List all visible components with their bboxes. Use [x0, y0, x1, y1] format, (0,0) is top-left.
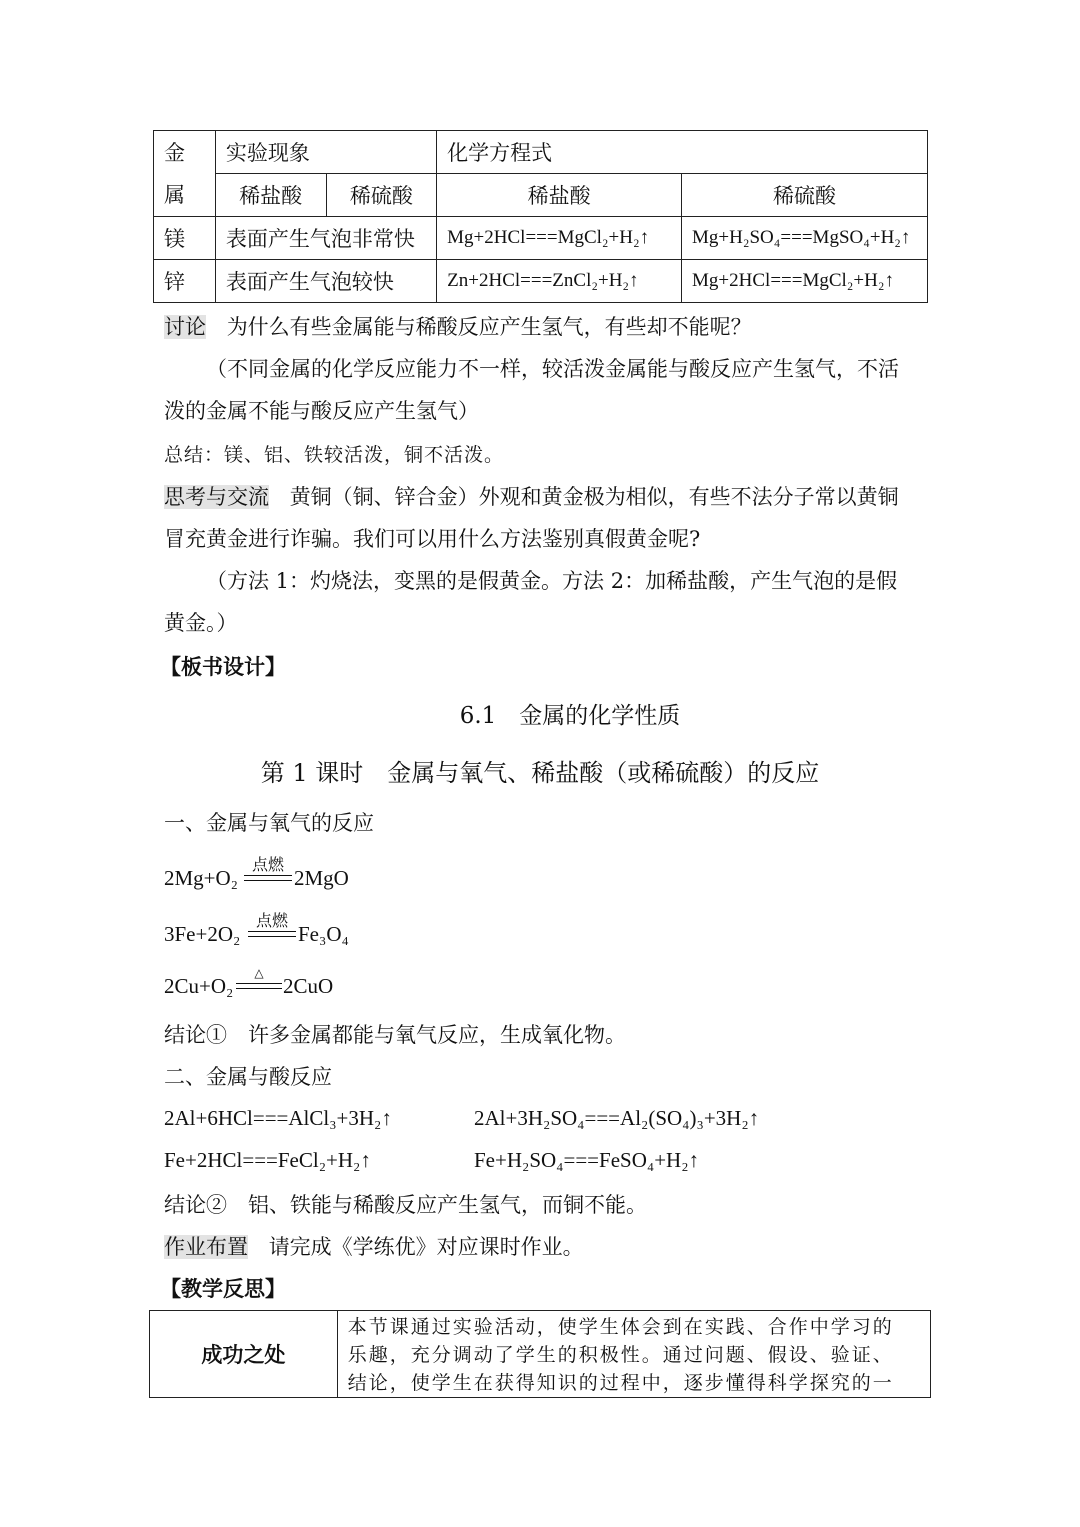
discussion-answer-line1: （不同金属的化学反应能力不一样，较活泼金属能与酸反应产生氢气，不活 [206, 357, 899, 381]
equation-h2so4-cell: Mg+H₂SO₄===MgSO₄+H₂↑ [682, 217, 928, 260]
conclusion2: 结论② 铝、铁能与稀酸反应产生氢气，而铜不能。 [164, 1193, 647, 1217]
eq3-right: 2CuO [283, 974, 334, 998]
reflection-content-cell [337, 1311, 930, 1398]
discussion-answer-line2: 泼的金属不能与酸反应产生氢气） [164, 399, 479, 423]
eq6: Fe+2HCl===FeCl₂+H₂↑ [164, 1148, 371, 1172]
eq2-condition: 点燃 [255, 911, 288, 930]
header-metal [154, 131, 216, 217]
table-row [154, 260, 928, 303]
subheader-h2so4: 稀硫酸 [326, 174, 437, 217]
conclusion1: 结论① 许多金属都能与氧气反应，生成氧化物。 [164, 1023, 626, 1047]
table-row [150, 1311, 931, 1398]
metal-cell: 镁 [154, 217, 216, 260]
homework-text: 请完成《学练优》对应课时作业。 [268, 1235, 584, 1259]
subheader-hcl: 稀盐酸 [215, 174, 326, 217]
equation-hcl-cell: Mg+2HCl===MgCl₂+H₂↑ [437, 217, 682, 260]
phenomenon-cell: 表面产生气泡非常快 [215, 217, 436, 260]
reflection-heading: 【教学反思】 [160, 1276, 286, 1301]
eq3-equals [236, 983, 282, 989]
equation-h2so4-cell: Mg+2HCl===MgCl₂+H₂↑ [682, 260, 928, 303]
think-text1: 黄铜（铜、锌合金）外观和黄金极为相似，有些不法分子常以黄铜 [289, 485, 899, 509]
reflection-table [149, 1310, 931, 1398]
reflection-line1: 本节课通过实验活动，使学生体会到在实践、合作中学习的 [347, 1316, 894, 1338]
eq1-right: 2MgO [294, 866, 349, 890]
phenomenon-cell: 表面产生气泡较快 [215, 260, 436, 303]
header-metal-char2: 属 [164, 182, 185, 207]
reaction-table [153, 130, 928, 303]
table-row [154, 217, 928, 260]
homework-line [164, 1232, 584, 1262]
homework-label: 作业布置 [164, 1235, 248, 1259]
table-header-row [154, 131, 928, 174]
subheader-eq-hcl: 稀盐酸 [437, 174, 682, 217]
think-line1 [164, 482, 899, 512]
section1-heading: 一、金属与氧气的反应 [164, 811, 374, 835]
eq7: Fe+H₂SO₄===FeSO₄+H₂↑ [474, 1148, 700, 1172]
header-phenomenon: 实验现象 [215, 131, 436, 174]
subheader-eq-h2so4: 稀硫酸 [682, 174, 928, 217]
summary-text: 总结：镁、铝、铁较活泼，铜不活泼。 [164, 444, 505, 466]
eq1-equals [244, 875, 292, 881]
metal-cell: 锌 [154, 260, 216, 303]
eq3-left: 2Cu+O₂ [164, 974, 234, 998]
eq1-left: 2Mg+O₂ [164, 866, 239, 890]
board-subtitle: 第 1 课时 金属与氧气、稀盐酸（或稀硫酸）的反应 [260, 759, 820, 787]
reflection-line2: 乐趣，充分调动了学生的积极性。通过问题、假设、验证、 [347, 1344, 894, 1366]
header-equation: 化学方程式 [437, 131, 928, 174]
board-title: 6.1 金属的化学性质 [459, 703, 681, 729]
reflection-label-cell: 成功之处 [150, 1311, 338, 1398]
eq2-equals [248, 931, 296, 937]
board-heading: 【板书设计】 [160, 654, 286, 679]
eq4: 2Al+6HCl===AlCl₃+3H₂↑ [164, 1106, 392, 1130]
discussion-line [164, 312, 752, 342]
think-line2: 冒充黄金进行诈骗。我们可以用什么方法鉴别真假黄金呢? [164, 527, 701, 551]
discussion-question: 为什么有些金属能与稀酸反应产生氢气，有些却不能呢？ [226, 315, 752, 339]
think-line3: （方法 1：灼烧法，变黑的是假黄金。方法 2：加稀盐酸，产生气泡的是假 [206, 569, 898, 593]
table-subheader-row [154, 174, 928, 217]
eq1-condition: 点燃 [251, 855, 284, 874]
think-label: 思考与交流 [164, 485, 269, 509]
reflection-line3: 结论，使学生在获得知识的过程中，逐步懂得科学探究的一 [347, 1372, 894, 1394]
eq2-right: Fe₃O₄ [298, 922, 349, 946]
equation-hcl-cell: Zn+2HCl===ZnCl₂+H₂↑ [437, 260, 682, 303]
header-metal-char1: 金 [164, 140, 185, 165]
eq5: 2Al+3H₂SO₄===Al₂(SO₄)₃+3H₂↑ [474, 1106, 760, 1130]
think-line4: 黄金。） [164, 611, 238, 635]
discussion-label: 讨论 [164, 315, 206, 339]
eq3-condition: △ [254, 966, 264, 980]
eq2-left: 3Fe+2O₂ [164, 922, 241, 946]
section2-heading: 二、金属与酸反应 [164, 1065, 332, 1089]
